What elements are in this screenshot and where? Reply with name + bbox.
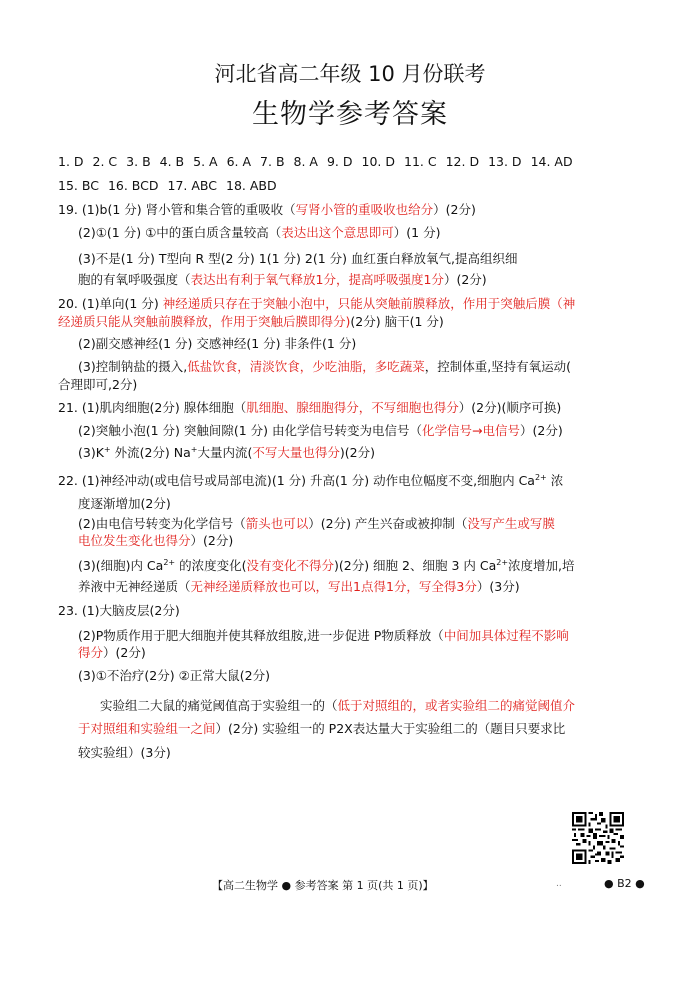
choice-answer: 18. ABD — [226, 178, 277, 193]
q21-line-3: (3)K+ 外流(2分) Na+大量内流(不写大量也得分)(2分) — [78, 444, 375, 460]
choice-answer: 13. D — [488, 154, 522, 169]
q20-line-2: 经递质只能从突触前膜释放，作用于突触后膜即得分)(2分) 脑干(1 分) — [58, 314, 444, 329]
choice-answer: 1. D — [58, 154, 84, 169]
q19-line-1: 19. (1)b(1 分) 肾小管和集合管的重吸收（写肾小管的重吸收也给分）(2分) — [58, 202, 476, 217]
q23-line-4: (3)①不治疗(2分) ②正常大鼠(2分) — [78, 668, 271, 683]
choice-answer: 11. C — [404, 154, 437, 169]
q20-line-4: (3)控制钠盐的摄入,低盐饮食，清淡饮食，少吃油脂，多吃蔬菜，控制体重,坚持有氧运动( — [78, 359, 572, 374]
footer-page-info: 【高二生物学 ● 参考答案 第 1 页(共 1 页)】 — [212, 879, 434, 892]
choice-answer: 5. A — [193, 154, 218, 169]
choice-answer: 14. AD — [530, 154, 573, 169]
q22-line-2: 度逐渐增加(2分) — [78, 496, 171, 511]
q20-line-1: 20. (1)单向(1 分) 神经递质只存在于突触小泡中，只能从突触前膜释放，作用于突触后膜（神 — [58, 296, 576, 311]
q23-line-1: 23. (1)大脑皮层(2分) — [58, 603, 180, 618]
q22-line-1: 22. (1)神经冲动(或电信号或局部电流)(1 分) 升高(1 分) 动作电位幅度不变,细胞内 $Ca^{2+}$ 浓 — [58, 472, 564, 488]
document-title: 生物学参考答案 — [252, 99, 448, 130]
choice-answer: 10. D — [361, 154, 395, 169]
exam-title: 河北省高二年级 10 月份联考 — [214, 62, 486, 86]
q22-line-3: (2)由电信号转变为化学信号（箭头也可以）(2分) 产生兴奋或被抑制（没写产生或写膜 — [78, 516, 555, 531]
choice-answer: 2. C — [92, 154, 118, 169]
q20-line-5: 合理即可,2分) — [58, 377, 138, 392]
footer-version-tag: ● B2 ● — [604, 877, 645, 890]
q23-line-6: 于对照组和实验组一之间）(2分) 实验组一的 P2X表达量大于实验组二的（题目只要求比 — [78, 721, 566, 736]
choice-answer: 15. BC — [58, 178, 99, 193]
q22-line-4: 电位发生变化也得分）(2分) — [78, 533, 234, 548]
choice-answer: 8. A — [293, 154, 318, 169]
q23-line-7: 较实验组）(3分) — [78, 745, 171, 760]
q19-line-4: 胞的有氧呼吸强度（表达出有利于氧气释放1分，提高呼吸强度1分）(2分) — [78, 272, 487, 287]
q19-line-2: (2)①(1 分) ①中的蛋白质含量较高（表达出这个意思即可）(1 分) — [78, 225, 441, 240]
qr-code-icon — [572, 812, 624, 864]
q23-line-5: 实验组二大鼠的痛觉阈值高于实验组一的（低于对照组的，或者实验组二的痛觉阈值介 — [100, 698, 576, 713]
q21-line-1: 21. (1)肌肉细胞(2分) 腺体细胞（肌细胞、腺细胞得分，不写细胞也得分）(2分)(顺序可换) — [58, 400, 562, 415]
choice-answer: 6. A — [226, 154, 252, 169]
choice-answer: 12. D — [445, 154, 480, 169]
choice-answer: 17. ABC — [167, 178, 217, 193]
choice-answer: 16. BCD — [107, 178, 159, 193]
choice-answer: 3. B — [126, 154, 151, 169]
q21-line-2: (2)突触小泡(1 分) 突触间隙(1 分) 由化学信号转变为电信号（化学信号→电信号）(2分) — [78, 423, 563, 438]
q19-line-3: (3)不是(1 分) T型向 R 型(2 分) 1(1 分) 2(1 分) 血红蛋白释放氧气,提高组织细 — [78, 251, 518, 266]
choice-answer: 9. D — [326, 154, 353, 169]
q22-line-5: (3)(细胞)内 $Ca^{2+}$ 的浓度变化(没有变化不得分)(2分) 细胞 2、细胞 3 内 $Ca^{2+}$浓度增加,培 — [78, 557, 575, 573]
q20-line-3: (2)副交感神经(1 分) 交感神经(1 分) 非条件(1 分) — [78, 336, 357, 351]
choice-answers-row-1 — [58, 153, 648, 171]
choice-answers-row-2 — [58, 177, 648, 195]
q23-line-2: (2)P物质作用于肥大细胞并使其释放组胺,进一步促进 P物质释放（中间加具体过程不影响 — [78, 628, 569, 643]
q23-line-3: 得分）(2分) — [78, 645, 146, 660]
choice-answer: 7. B — [260, 154, 285, 169]
choice-answer: 4. B — [159, 154, 185, 169]
footer-dots: .. — [556, 879, 562, 889]
q22-line-6: 养液中无神经递质（无神经递质释放也可以，写出1点得1分，写全得3分）(3分) — [78, 579, 520, 594]
